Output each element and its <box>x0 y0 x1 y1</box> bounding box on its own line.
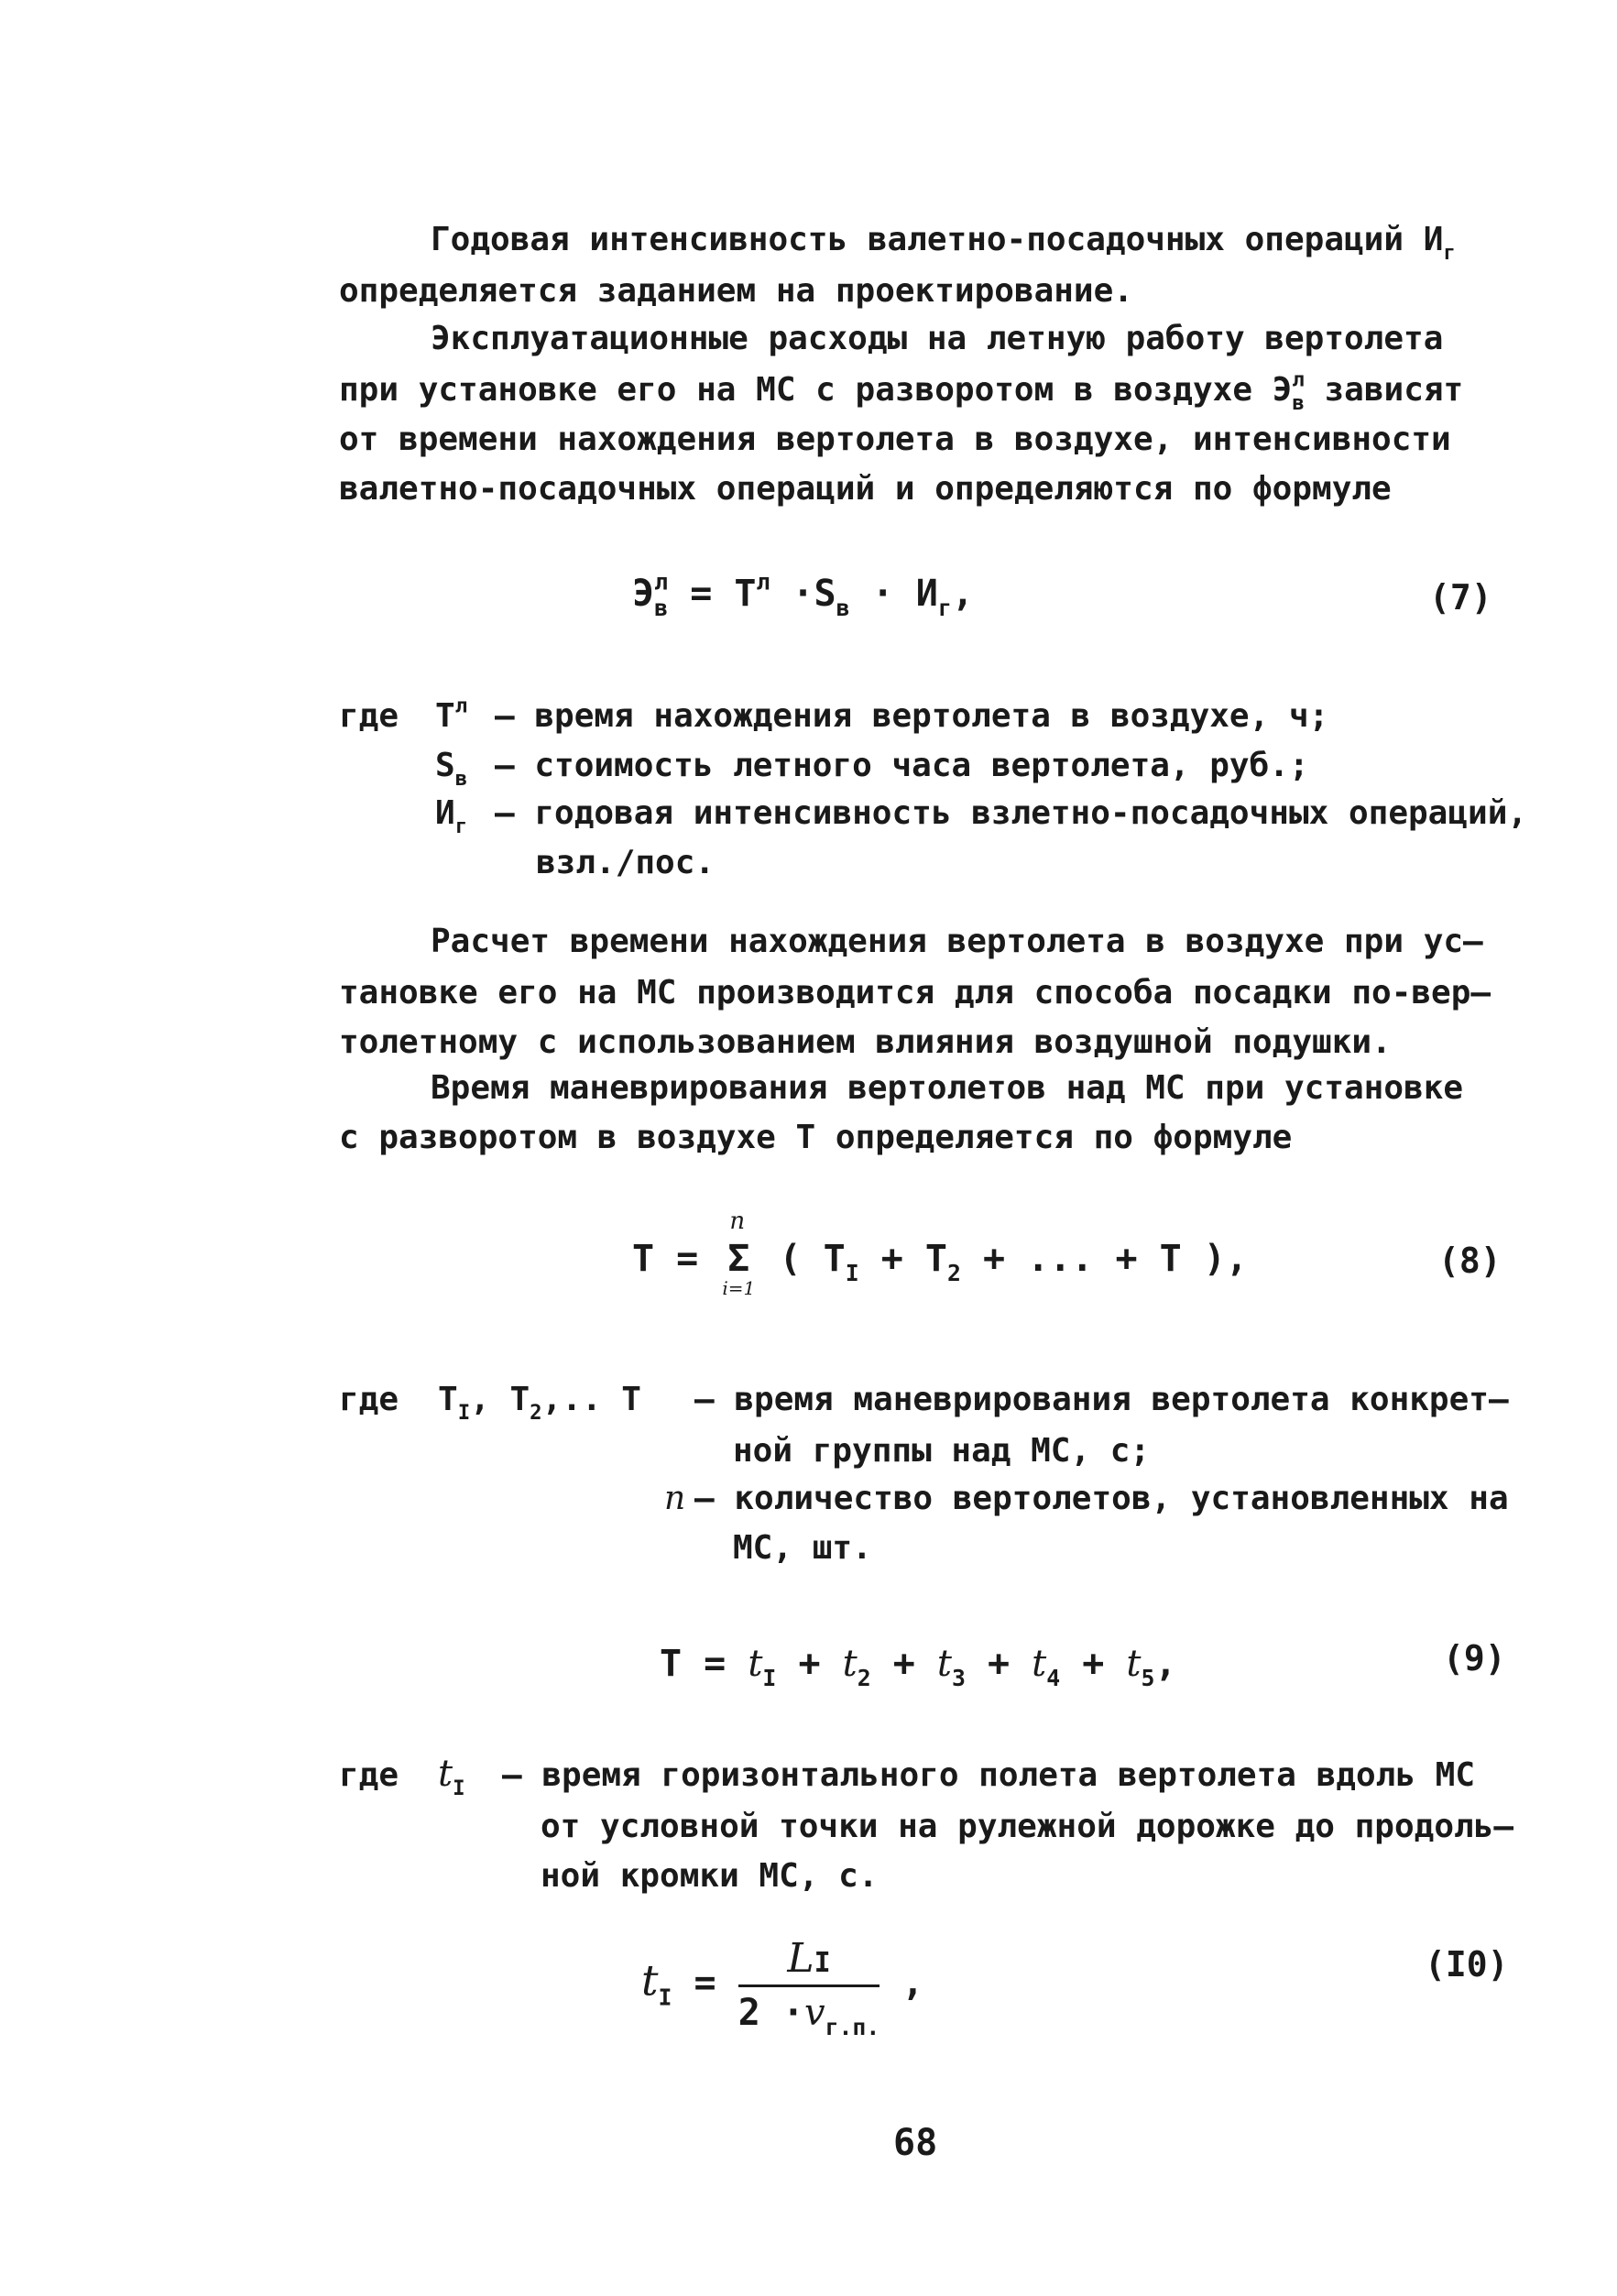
where-label: где <box>339 1381 399 1418</box>
where-label: где <box>339 697 399 735</box>
variable-symbol: $Т^л$ <box>435 694 468 735</box>
text-line: при установке его на МС с разворотом в воздухе $Э^л_в$ зависят <box>339 367 1464 416</box>
variable-description: – время нахождения вертолета в воздухе, ч; <box>495 697 1329 735</box>
variable-description: взл./пос. <box>536 844 716 881</box>
page-number: 68 <box>893 2122 938 2164</box>
text-line: от времени нахождения вертолета в воздухе, интенсивности <box>339 421 1451 458</box>
variable-description: МС, шт. <box>733 1529 872 1567</box>
text-line: Годовая интенсивность валетно-посадочных операций $И_г$ <box>431 221 1456 266</box>
variable-symbol: $S_в$ <box>435 747 468 792</box>
variable-description: – стоимость летного часа вертолета, руб.; <box>495 747 1309 784</box>
variable-description: – количество вертолетов, установленных на <box>694 1480 1509 1517</box>
equation-9: $Т = t_I + t_2 + t_3 + t_4 + t_5$, <box>660 1643 1177 1692</box>
text-line: определяется заданием на проектирование. <box>339 272 1133 310</box>
text-line: валетно-посадочных операций и определяются по формуле <box>339 470 1392 508</box>
summation-sign: n Σ i=1 <box>722 1208 756 1299</box>
text-line: толетному с использованием влияния воздушной подушки. <box>339 1023 1392 1061</box>
variable-description: ной кромки МС, с. <box>541 1857 879 1895</box>
equation-number: (8) <box>1438 1241 1502 1281</box>
variable-symbol: $И_г$ <box>435 794 468 839</box>
where-label: где <box>339 1756 399 1794</box>
variable-description: – время маневрирования вертолета конкрет– <box>694 1381 1509 1418</box>
equation-number: (7) <box>1429 577 1492 618</box>
equation-10: $t_I$ = $\frac{LI}{2 \cdot v_{г.п.}}$ , <box>641 1935 924 2041</box>
variable-description: – годовая интенсивность взлетно-посадочных операций, <box>495 794 1528 832</box>
text-line: Время маневрирования вертолетов над МС при установке <box>431 1069 1464 1107</box>
variable-symbol: n <box>664 1480 686 1517</box>
text-line: тановке его на МС производится для способа посадки по-вер– <box>339 974 1491 1011</box>
variable-description: – время горизонтального полета вертолета вдоль МС <box>502 1756 1476 1794</box>
equation-8: Т = n Σ i=1 ( $Т_I + Т_2$ + ... + Т ), <box>632 1208 1248 1299</box>
variable-symbol: $t_I$ <box>438 1753 465 1801</box>
text-line: с разворотом в воздухе Т определяется по формуле <box>339 1119 1293 1156</box>
variable-description: от условной точки на рулежной дорожке до продоль– <box>541 1808 1514 1845</box>
equation-7: $Э^л_в = Т^л \cdot S_в \cdot И_г$, <box>632 568 974 622</box>
variable-symbol: $Т_I$, $Т_2$,.. Т <box>438 1381 641 1426</box>
equation-number: (9) <box>1443 1638 1506 1678</box>
text-line: Расчет времени нахождения вертолета в воздухе при ус– <box>431 923 1483 960</box>
text-line: Эксплуатационные расходы на летную работу вертолета <box>431 320 1444 357</box>
variable-description: ной группы над МС, с; <box>733 1432 1151 1470</box>
fraction: $\frac{LI}{2 \cdot v_{г.п.}}$ <box>737 1935 880 2041</box>
equation-number: (I0) <box>1425 1944 1509 1984</box>
